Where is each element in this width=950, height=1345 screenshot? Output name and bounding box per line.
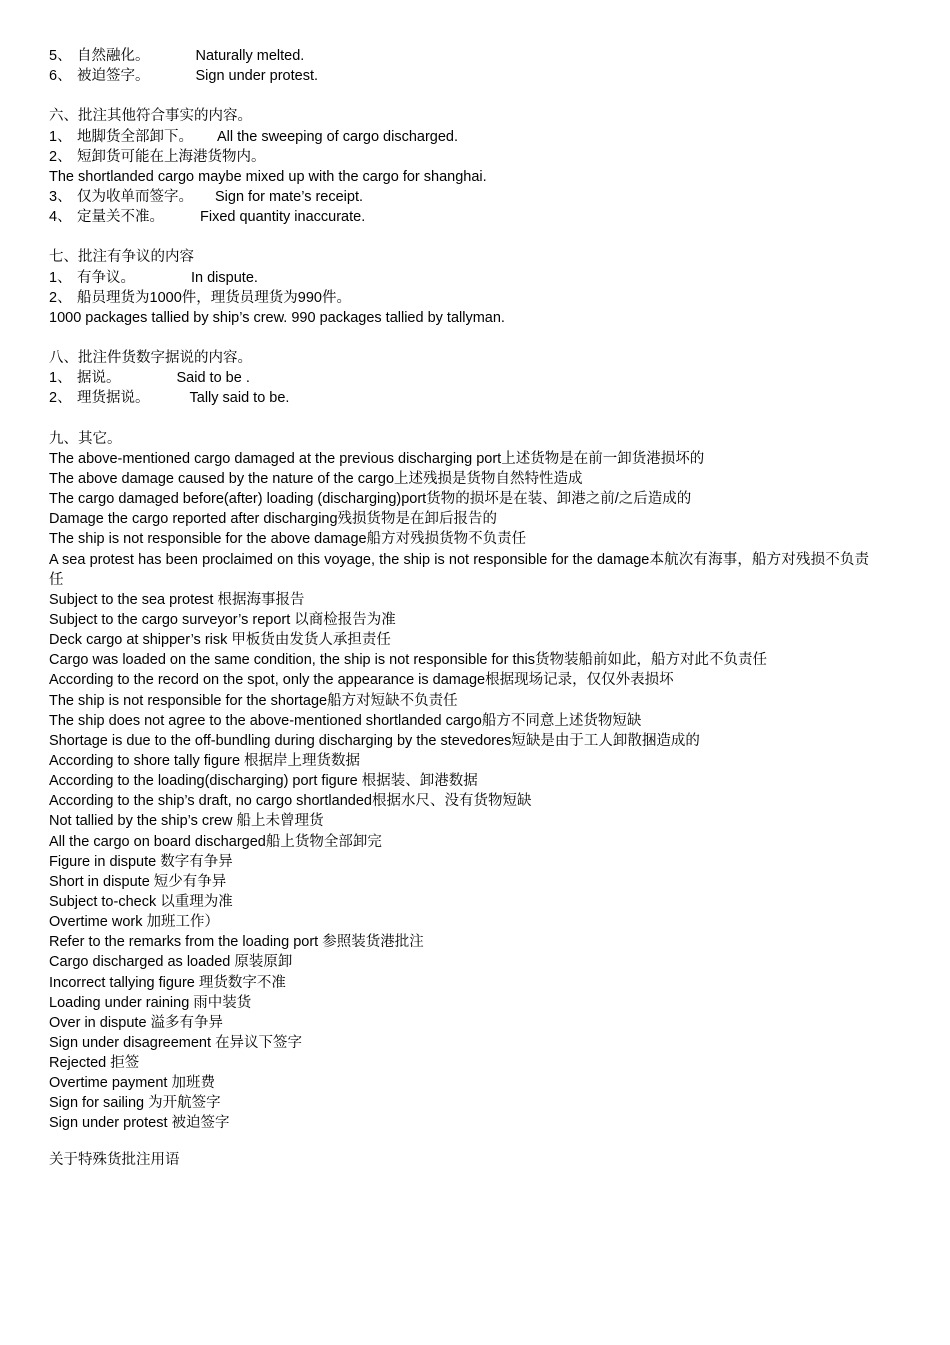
- remark-line: The above-mentioned cargo damaged at the previous discharging port上述货物是在前一卸货港损坏的: [49, 450, 705, 467]
- remark-line: Subject to-check 以重理为准: [49, 893, 233, 910]
- item-chinese: 仅为收单而签字。: [77, 188, 193, 205]
- remark-line: Subject to the sea protest 根据海事报告: [49, 591, 305, 608]
- item-chinese: 船员理货为1000件，理货员理货为990件。: [77, 289, 351, 306]
- item-english: Tally said to be.: [189, 390, 290, 407]
- remark-line: The cargo damaged before(after) loading (discharging)port货物的损坏是在装、卸港之前/之后造成的: [49, 491, 692, 508]
- item-number: 3、: [49, 188, 72, 205]
- item-english: Sign under protest.: [195, 68, 319, 85]
- remark-line: Over in dispute 溢多有争异: [49, 1014, 224, 1031]
- remark-line: According to the record on the spot, only the appearance is damage根据现场记录，仅仅外表损坏: [49, 672, 674, 689]
- remark-line: A sea protest has been proclaimed on this voyage, the ship is not responsible for the damage本航次有海事，船方对残损不负责任: [49, 551, 869, 588]
- sec7-item-2-english: 1000 packages tallied by ship’s crew. 990 packages tallied by tallyman.: [49, 309, 505, 326]
- remark-line: Sign for sailing 为开航签字: [49, 1095, 221, 1112]
- remark-line: Sign under disagreement 在异议下签字: [49, 1034, 303, 1051]
- sec6-item-2: [49, 147, 869, 167]
- document-page: [49, 46, 869, 1170]
- remark-line: Sign under protest 被迫签字: [49, 1115, 230, 1132]
- item-chinese: 自然融化。: [77, 48, 150, 64]
- remark-line: The ship is not responsible for the shortage船方对短缺不负责任: [49, 692, 458, 709]
- item-chinese: 有争议。: [77, 269, 135, 286]
- item-number: 1、: [49, 269, 72, 286]
- item-number: 1、: [49, 370, 72, 387]
- remark-line: Loading under raining 雨中装货: [49, 994, 252, 1011]
- remark-line: Damage the cargo reported after discharging残损货物是在卸后报告的: [49, 511, 498, 528]
- item-number: 4、: [49, 209, 72, 226]
- remark-line: According to shore tally figure 根据岸上理货数据: [49, 752, 361, 769]
- sec6-item-4: [49, 207, 869, 227]
- remark-line: The above damage caused by the nature of the cargo上述残损是货物自然特性造成: [49, 470, 583, 487]
- item-english: Naturally melted.: [195, 48, 305, 64]
- special-cargo-heading: 关于特殊货批注用语: [49, 1151, 180, 1168]
- remark-line: Deck cargo at shipper’s risk 甲板货由发货人承担责任: [49, 632, 391, 649]
- sec6-item-3: [49, 187, 869, 207]
- sec8-item-1: [49, 368, 869, 388]
- item-chinese: 定量关不准。: [77, 209, 164, 226]
- section-8-heading: 八、批注件货数字据说的内容。: [49, 350, 252, 367]
- remark-line: The ship is not responsible for the above damage船方对残损货物不负责任: [49, 531, 527, 548]
- sec8-item-2: [49, 388, 869, 408]
- remark-line: All the cargo on board discharged船上货物全部卸完: [49, 833, 382, 850]
- remark-line: Not tallied by the ship’s crew 船上未曾理货: [49, 813, 324, 830]
- item-6: [49, 66, 869, 86]
- item-number: 2、: [49, 148, 72, 165]
- section-6-heading: 六、批注其他符合事实的内容。: [49, 108, 252, 125]
- remark-line: Subject to the cargo surveyor’s report 以商检报告为准: [49, 611, 396, 628]
- item-chinese: 据说。: [77, 370, 121, 387]
- item-english: Said to be .: [176, 370, 250, 387]
- item-chinese: 被迫签字。: [77, 68, 150, 85]
- remark-line: According to the ship’s draft, no cargo shortlanded根据水尺、没有货物短缺: [49, 793, 532, 810]
- section-9-heading: 九、其它。: [49, 430, 122, 447]
- item-english: Sign for mate’s receipt.: [215, 188, 364, 205]
- item-english: All the sweeping of cargo discharged.: [217, 128, 459, 145]
- item-5: [49, 46, 869, 66]
- remark-line: Shortage is due to the off-bundling during discharging by the stevedores短缺是由于工人卸散捆造成的: [49, 732, 700, 749]
- remark-line: Overtime payment 加班费: [49, 1075, 215, 1092]
- remark-line: Cargo was loaded on the same condition, the ship is not responsible for this货物装船前如此，船方对此不负责任: [49, 652, 768, 669]
- section-7-heading: 七、批注有争议的内容: [49, 249, 194, 266]
- sec7-item-1: [49, 268, 869, 288]
- remark-line: Refer to the remarks from the loading port 参照装货港批注: [49, 934, 424, 951]
- item-english: Fixed quantity inaccurate.: [200, 209, 366, 226]
- remark-line: Overtime work 加班工作）: [49, 914, 219, 931]
- remark-line: The ship does not agree to the above-mentioned shortlanded cargo船方不同意上述货物短缺: [49, 712, 642, 729]
- remark-line: Short in dispute 短少有争异: [49, 873, 227, 890]
- remark-line: According to the loading(discharging) port figure 根据装、卸港数据: [49, 773, 478, 790]
- remark-line: Incorrect tallying figure 理货数字不准: [49, 974, 286, 991]
- sec7-item-2: [49, 288, 869, 308]
- sec6-item-1: [49, 127, 869, 147]
- item-english: In dispute.: [191, 269, 258, 286]
- item-chinese: 地脚货全部卸下。: [77, 128, 193, 145]
- item-chinese: 理货据说。: [77, 390, 150, 407]
- item-number: 1、: [49, 128, 72, 145]
- item-number: 5、: [49, 48, 72, 64]
- sec6-item-2-english: The shortlanded cargo maybe mixed up with the cargo for shanghai.: [49, 168, 487, 185]
- item-chinese: 短卸货可能在上海港货物内。: [77, 148, 266, 165]
- remark-line: Cargo discharged as loaded 原装原卸: [49, 954, 293, 971]
- remark-line: Rejected 拒签: [49, 1055, 140, 1072]
- item-number: 2、: [49, 390, 72, 407]
- remark-line: Figure in dispute 数字有争异: [49, 853, 233, 870]
- item-number: 2、: [49, 289, 72, 306]
- item-number: 6、: [49, 68, 72, 85]
